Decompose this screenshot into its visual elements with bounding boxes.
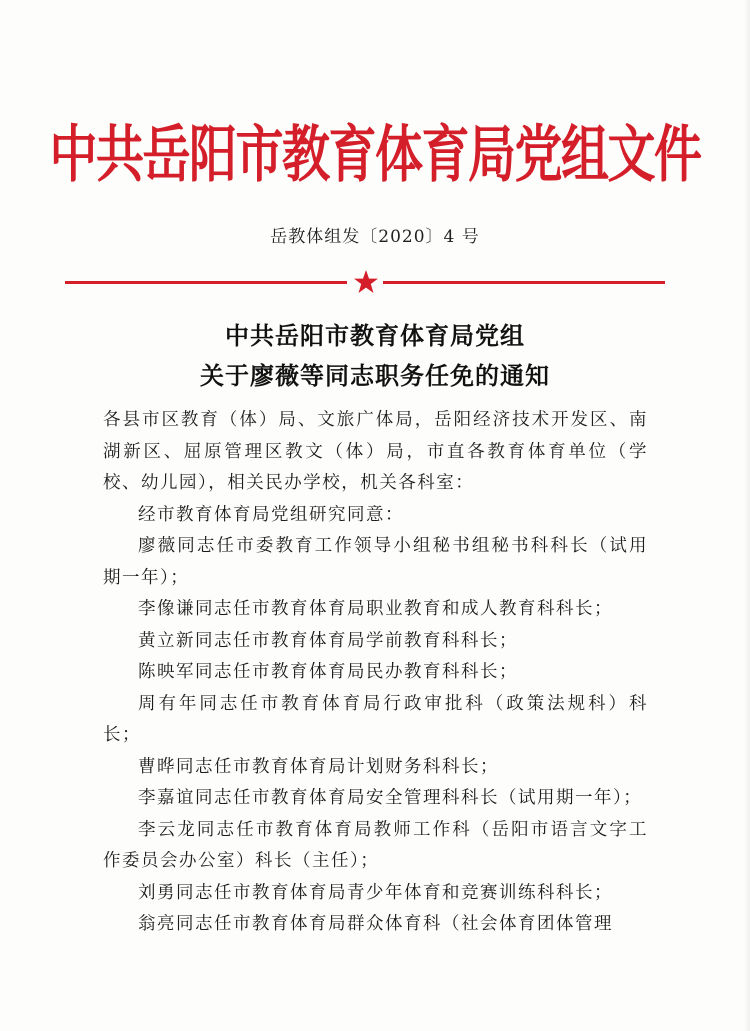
star-icon (353, 269, 379, 295)
appointment-item: 周有年同志任市教育体育局行政审批科（政策法规科）科长； (103, 693, 648, 745)
appointment-item: 黄立新同志任市教育体育局学前教育科科长； (138, 630, 518, 651)
divider-line-right (383, 281, 665, 284)
intro-paragraph: 经市教育体育局党组研究同意： (138, 504, 404, 525)
appointment-item: 翁亮同志任市教育体育局群众体育科（社会体育团体管理 (138, 914, 613, 934)
appointment-item: 李像谦同志任市教育体育局职业教育和成人教育科科长； (138, 599, 613, 619)
notice-body (103, 405, 648, 941)
appointment-item: 李嘉谊同志任市教育体育局安全管理科科长（试用期一年）； (138, 788, 643, 808)
document-number: 岳教体组发〔2020〕4 号 (270, 227, 480, 247)
red-divider (65, 269, 665, 299)
recipients-paragraph: 各县市区教育（体）局、文旅广体局，岳阳经济技术开发区、南湖新区、屈原管理区教文（体）局，市直各教育体育单位（学校、幼儿园），相关民办学校，机关各科室： (103, 410, 648, 493)
document-masthead: 中共岳阳市教育体育局党组文件 (49, 119, 701, 192)
appointment-item: 曹晔同志任市教育体育局计划财务科科长； (138, 756, 499, 777)
notice-title-line-1: 中共岳阳市教育体育局党组 (225, 321, 525, 350)
appointment-item: 刘勇同志任市教育体育局青少年体育和竞赛训练科科长； (138, 882, 613, 903)
notice-title-line-2: 关于廖薇等同志职务任免的通知 (200, 361, 550, 390)
divider-line-left (65, 281, 347, 284)
appointment-item: 李云龙同志任市教育体育局教师工作科（岳阳市语言文字工作委员会办公室）科长（主任）； (103, 819, 648, 871)
appointment-item: 廖薇同志任市委教育工作领导小组秘书组秘书科科长（试用期一年）； (103, 536, 648, 588)
appointment-item: 陈映军同志任市教育体育局民办教育科科长； (138, 662, 518, 682)
